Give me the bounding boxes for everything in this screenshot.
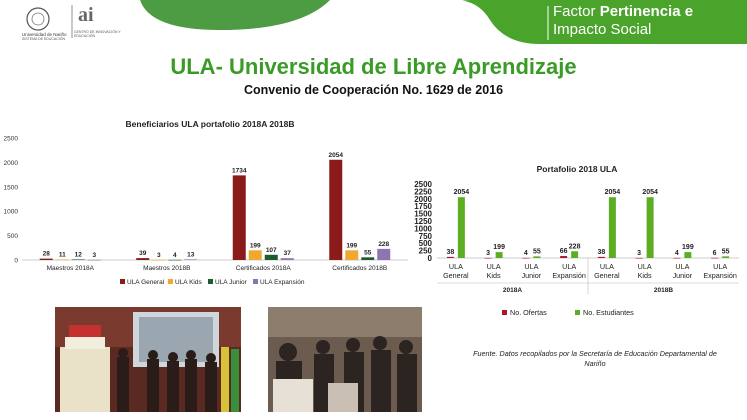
bar [233,175,246,260]
x-tick-label: ULA [486,262,501,271]
bar [329,160,342,260]
beneficiarios-chart [0,110,420,300]
data-label: 55 [364,249,372,257]
ai-logo-caption: CENTRO DE INNOVACIÓN Y EDUCACIÓN [74,30,121,38]
data-label: 39 [139,250,147,258]
bar [647,197,654,258]
data-label: 55 [721,248,730,256]
data-label: 2054 [453,189,470,197]
bar [496,252,503,258]
data-label: 228 [378,240,390,248]
x-tick-label: Junior [521,271,542,280]
y-tick-label: 1000 [414,224,432,234]
x-tick-label: Kids [486,271,501,280]
bar [458,197,465,258]
bar [72,259,85,260]
data-label: 199 [249,242,261,250]
data-label: 2054 [604,189,621,197]
legend-label: ULA General [127,279,165,286]
university-name: Universidad de Nariño [22,32,67,37]
x-tick-label: Maestros 2018B [143,265,191,272]
x-tick-label: ULA [713,262,728,271]
legend-label: ULA Expansión [260,279,305,286]
university-caption: SISTEMA DE EDUCACIÓN [22,37,65,41]
legend-swatch [575,310,580,315]
photo-students [268,307,422,412]
x-tick-label: Certificados 2018A [235,265,291,272]
y-tick-label: 0 [427,254,432,263]
data-label: 37 [283,250,291,258]
bar [377,249,390,260]
y-tick-label: 750 [418,231,432,241]
data-label: 199 [346,242,358,250]
header-title-line2: Impacto Social [553,21,652,38]
group-label: 2018B [653,287,674,294]
x-tick-label: Expansión [703,271,737,280]
x-tick-label: Certificados 2018B [332,265,388,272]
bar [249,250,262,260]
bar [560,256,567,258]
legend-swatch [253,279,258,284]
x-tick-label: Expansión [552,271,586,280]
data-label: 2054 [328,151,343,159]
data-label: 66 [559,248,568,256]
bar [265,255,278,260]
legend-swatch [168,279,173,284]
y-tick-label: 1500 [414,209,432,219]
data-label: 38 [597,248,606,256]
header-title-bold: Pertinencia e [599,3,694,20]
bar [168,260,181,261]
bar [136,258,149,260]
group-label: 2018A [502,287,523,294]
data-label: 11 [58,251,66,259]
legend-label: ULA Junior [215,279,247,286]
x-tick-label: General [594,271,620,280]
bar [152,260,165,261]
y-tick-label: 500 [418,239,432,249]
y-tick-label: 2500 [414,180,432,189]
bar [522,258,529,259]
bar [722,256,729,258]
y-tick-label: 1250 [414,217,432,226]
data-label: 4 [172,251,177,259]
data-label: 1734 [232,167,247,175]
data-label: 2054 [642,189,658,197]
legend-swatch [120,279,125,284]
data-label: 6 [712,249,717,257]
data-label: 4 [674,249,679,257]
y-tick-label: 2000 [3,159,18,167]
source-note: Fuente. Datos recopilados por la Secretaría de Educación Departamental de Nariño [473,349,717,368]
y-tick-label: 2500 [3,135,18,143]
legend-label: No. Ofertas [510,308,547,317]
chart-title: Beneficiarios ULA portafolio 2018A 2018B [125,119,295,129]
photo-ceremony [55,307,241,412]
x-tick-label: ULA [675,262,690,271]
legend-label: ULA Kids [175,279,202,286]
bar [673,258,680,259]
y-tick-label: 0 [14,257,18,265]
bar [40,259,53,260]
data-label: 107 [265,246,277,254]
bar [345,250,358,260]
bar [711,258,718,259]
y-tick-label: 2250 [414,187,432,197]
y-tick-label: 1750 [414,202,432,212]
bar [281,258,294,260]
y-tick-label: 1500 [3,184,18,192]
data-label: 199 [493,244,505,252]
data-label: 12 [74,251,82,259]
data-label: 3 [637,249,642,257]
bar [485,258,492,259]
chart-title: Portafolio 2018 ULA [536,164,618,174]
bar [447,257,454,258]
bar [361,257,374,260]
portafolio-chart [405,158,747,323]
page-title: ULA- Universidad de Libre Aprendizaje [170,54,577,79]
bar [636,258,643,259]
legend-label: No. Estudiantes [583,308,634,317]
data-label: 13 [187,251,195,259]
data-label: 55 [532,248,541,256]
cake [60,347,110,412]
x-tick-label: ULA [562,262,577,271]
y-tick-label: 1000 [3,208,18,216]
bar [184,259,197,260]
bar [56,259,69,260]
data-label: 199 [682,244,694,252]
y-tick-label: 500 [7,233,18,241]
data-label: 3 [92,251,97,259]
bar [609,197,616,258]
x-tick-label: ULA [524,262,539,271]
y-tick-label: 2000 [414,194,432,204]
y-tick-label: 250 [418,246,432,256]
bar [598,257,605,258]
legend-swatch [208,279,213,284]
x-tick-label: Junior [672,271,693,280]
bar [533,256,540,258]
data-label: 3 [486,249,491,257]
x-tick-label: ULA [599,262,614,271]
x-tick-label: ULA [637,262,652,271]
ai-logo: ai [78,4,94,26]
bar [88,260,101,261]
bar [684,252,691,258]
data-label: 38 [446,248,455,256]
data-label: 28 [42,250,50,258]
x-tick-label: Maestros 2018A [46,265,94,272]
x-tick-label: General [443,271,469,280]
data-label: 4 [523,249,528,257]
page-subtitle: Convenio de Cooperación No. 1629 de 2016 [243,83,504,97]
x-tick-label: Kids [637,271,652,280]
header-title [553,3,693,39]
data-label: 228 [568,243,581,251]
bar [571,251,578,258]
x-tick-label: ULA [448,262,463,271]
data-label: 3 [156,251,161,259]
header-title-plain: Factor [553,3,600,20]
legend-swatch [502,310,507,315]
